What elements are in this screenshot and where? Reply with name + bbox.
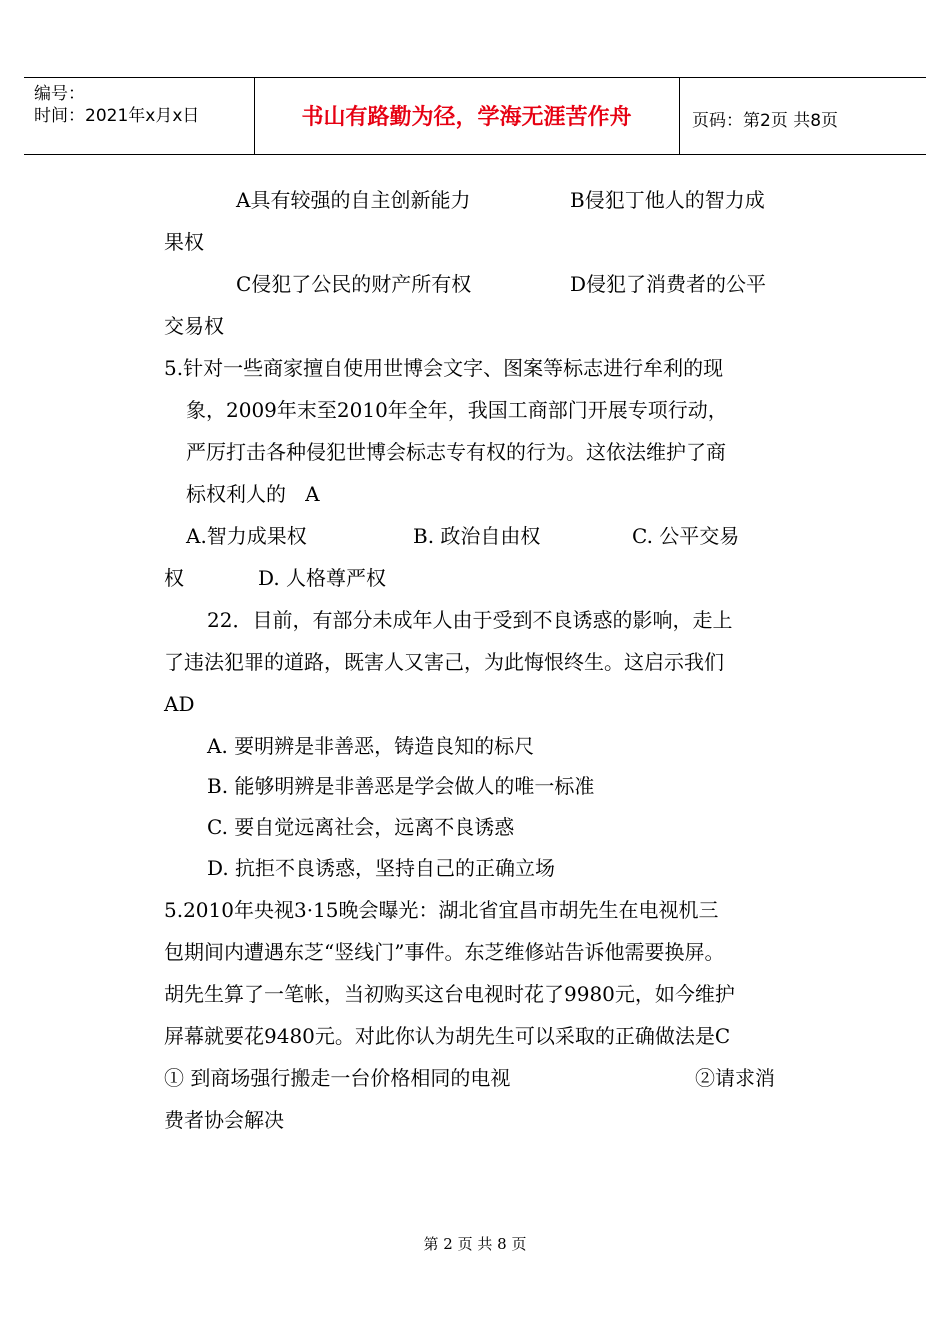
text-line: 费者协会解决 — [164, 1108, 284, 1132]
question-line: 5.2010年央视3·15晚会曝光：湖北省宜昌市胡先生在电视机三 — [164, 898, 719, 922]
time-label: 时间：2021年x月x日 — [34, 106, 200, 126]
option-line: C. 要自觉远离社会，远离不良诱惑 — [207, 815, 515, 839]
option-line: A.智力成果权 — [186, 524, 307, 548]
question-line: 5.针对一些商家擅自使用世博会文字、图案等标志进行牟利的现 — [164, 356, 724, 380]
option-line: C. 公平交易 — [632, 524, 740, 548]
header-divider — [679, 77, 680, 155]
option-line: D. 抗拒不良诱惑，坚持自己的正确立场 — [207, 856, 556, 880]
header-meta — [34, 83, 199, 127]
text-line: 果权 — [164, 230, 204, 254]
option-line: B. 政治自由权 — [413, 524, 541, 548]
answer-line: AD — [164, 692, 195, 716]
option-line: D侵犯了消费者的公平 — [570, 272, 767, 296]
question-line: 胡先生算了一笔帐，当初购买这台电视时花了9980元，如今维护 — [164, 982, 735, 1006]
question-line: 22．目前，有部分未成年人由于受到不良诱惑的影响，走上 — [207, 608, 733, 632]
option-line: A具有较强的自主创新能力 — [236, 188, 471, 212]
option-line: A. 要明辨是非善恶，铸造良知的标尺 — [207, 734, 535, 758]
text-line: 交易权 — [164, 314, 224, 338]
header-page-info: 页码：第2页 共8页 — [692, 111, 839, 131]
question-line: 标权利人的 A — [186, 482, 320, 506]
question-line: 屏幕就要花9480元。对此你认为胡先生可以采取的正确做法是C — [164, 1024, 731, 1048]
number-label: 编号： — [34, 84, 85, 104]
question-line: 象，2009年末至2010年全年，我国工商部门开展专项行动， — [186, 398, 728, 422]
page-footer: 第 2 页 共 8 页 — [423, 1235, 527, 1253]
question-line: 包期间内遭遇东芝“竖线门”事件。东芝维修站告诉他需要换屏。 — [164, 940, 725, 964]
option-line: ① 到商场强行搬走一台价格相同的电视 — [164, 1066, 511, 1090]
option-line: D. 人格尊严权 — [258, 566, 387, 590]
option-line: ②请求消 — [695, 1066, 775, 1090]
text-line: 权 — [164, 566, 184, 590]
question-line: 严厉打击各种侵犯世博会标志专有权的行为。这依法维护了商 — [186, 440, 726, 464]
option-line: B侵犯丁他人的智力成 — [570, 188, 765, 212]
option-line: B. 能够明辨是非善恶是学会做人的唯一标准 — [207, 774, 595, 798]
question-line: 了违法犯罪的道路，既害人又害己，为此悔恨终生。这启示我们 — [164, 650, 724, 674]
header-motto: 书山有路勤为径，学海无涯苦作舟 — [301, 105, 632, 130]
header-top-rule — [24, 77, 926, 78]
option-line: C侵犯了公民的财产所有权 — [236, 272, 472, 296]
header-bottom-rule — [24, 154, 926, 155]
